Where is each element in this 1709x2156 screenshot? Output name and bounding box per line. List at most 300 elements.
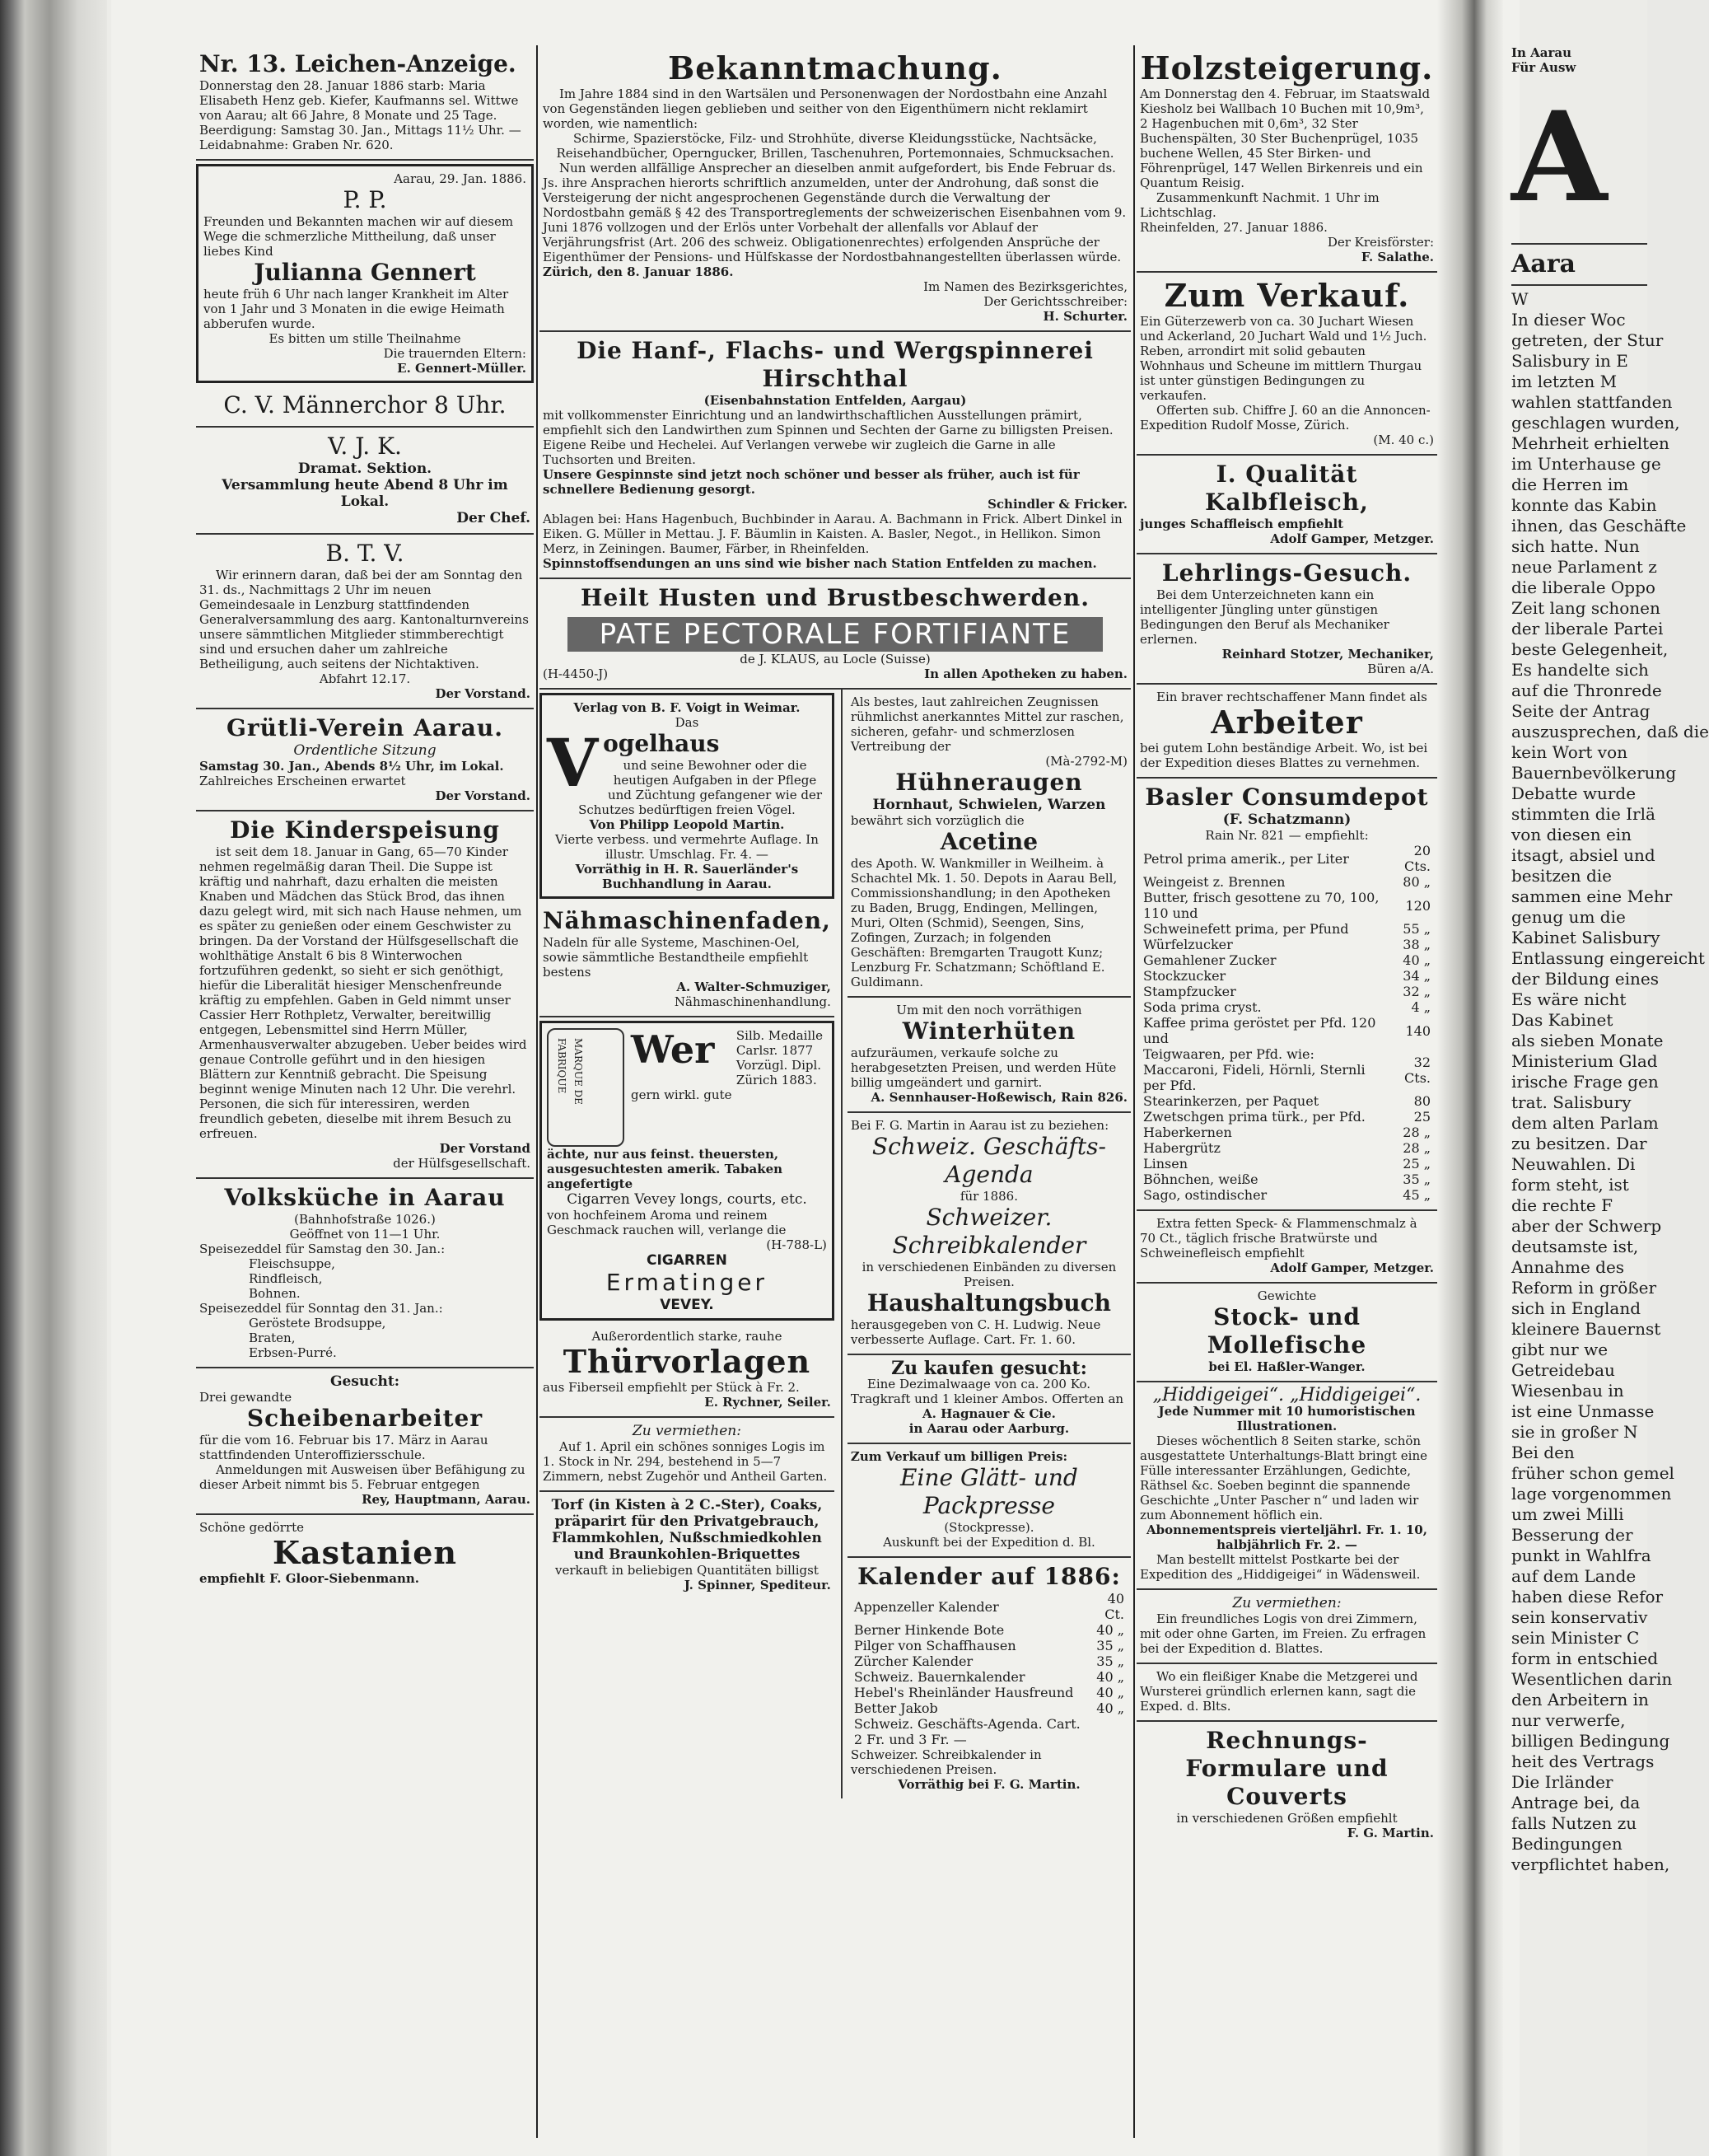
vogel-title: ogelhaus: [603, 730, 720, 757]
item-price: 140: [1405, 1022, 1431, 1039]
hanf-sign: Schindler & Fricker.: [988, 497, 1128, 512]
article-line: form steht, ist: [1511, 1175, 1629, 1195]
vjk-sign: Der Chef.: [456, 510, 530, 526]
article-line: Salisbury in E: [1511, 351, 1628, 371]
article-line: ist eine Unmasse: [1511, 1401, 1655, 1421]
ad-kinderspeisung: [196, 811, 534, 1179]
huehner-text2: des Apoth. W. Wankmiller in Weilheim. à Schachtel Mk. 1. 50. Depots in Aarau Bell, Commissionshandlung; in den Apotheken zu Baden, Brugg, Endingen, Mellingen, Muri, Olten (Schmid), Seengen, Sins, Zofingen, Zurzach; in folgenden Geschäften: Bremgarten Traugott Kunz; Lenzburg Fr. Schatzmann; Schöftland E. Guldimann.: [850, 856, 1118, 989]
col2-right: [841, 690, 1131, 1798]
kal-name: Schweiz. Geschäfts-Agenda. Cart. 2 Fr. und 3 Fr. —: [853, 1716, 1081, 1747]
pp-text: Freunden und Bekannten machen wir auf diesem Wege die schmerzliche Mittheilung, daß unser liebes Kind: [203, 214, 514, 259]
pp-date: Aarau, 29. Jan. 1886.: [394, 171, 526, 186]
kal-price: 40 „: [1096, 1622, 1124, 1638]
article-line: die rechte F: [1511, 1195, 1613, 1215]
verm-text: Auf 1. April ein schönes sonniges Logis im 1. Stock in Nr. 294, bestehend in 5—7 Zimmern, nebst Zugehör und Antheil Garten.: [543, 1439, 828, 1484]
verm3-title: Zu vermiethen:: [1232, 1595, 1342, 1611]
lehr-text: Bei dem Unterzeichneten kann ein intelligenter Jüngling unter günstigen Bedingungen den Beruf als Mechaniker erlernen.: [1140, 587, 1389, 647]
kalb-text: junges Schaffleisch empfiehlt: [1140, 517, 1344, 531]
wer-ermatinger: Ermatinger: [605, 1269, 768, 1296]
ad-metzgerei: [1137, 1664, 1437, 1722]
glatt-sub: (Stockpresse).: [944, 1520, 1034, 1535]
glatt-intro: Zum Verkauf um billigen Preis:: [850, 1449, 1068, 1464]
article-line: kein Wort von: [1511, 742, 1628, 762]
table-row: [1140, 921, 1434, 937]
article-line: stimmten die Irlä: [1511, 804, 1655, 824]
article-line: auf die Thronrede: [1511, 680, 1662, 700]
wer-vevey: VEVEY.: [660, 1297, 714, 1313]
article-line: Neuwahlen. Di: [1511, 1154, 1636, 1174]
article-line: genug um die: [1511, 907, 1626, 927]
naeh-sign1: A. Walter-Schmuziger,: [676, 980, 831, 994]
item-price: 32 „: [1403, 984, 1431, 999]
kaufen-text: Eine Dezimalwaage von ca. 200 Ko. Tragkraft und 1 kleiner Ambos. Offerten an: [850, 1377, 1124, 1406]
gesucht-head: Gesucht:: [329, 1373, 400, 1390]
vjk-text: Versammlung heute Abend 8 Uhr im Lokal.: [222, 477, 508, 510]
article-line: sich in England: [1511, 1298, 1641, 1318]
gesucht-sign: Rey, Hauptmann, Aarau.: [362, 1492, 530, 1507]
table-row: [851, 1716, 1128, 1747]
article-line: aber der Schwerp: [1511, 1216, 1662, 1236]
table-row: [851, 1622, 1128, 1638]
ad-naehmaschinenfaden: [539, 902, 834, 1017]
thuer-text: aus Fiberseil empfiehlt per Stück à Fr. 2.: [543, 1380, 800, 1395]
table-row: [851, 1591, 1128, 1622]
item-price: 80: [1413, 1093, 1431, 1109]
pate-footer: [543, 666, 1128, 681]
ad-winterhueten: [847, 998, 1131, 1113]
kal-price: 40 „: [1096, 1669, 1124, 1685]
article-line: Getreidebau: [1511, 1360, 1615, 1380]
kal-name: Schweiz. Bauernkalender: [853, 1669, 1025, 1685]
article-line: Bauernbevölkerung: [1511, 763, 1677, 783]
volk-menu2-head: Speisezeddel für Sonntag den 31. Jan.:: [199, 1301, 443, 1316]
stock-sign: bei El. Haßler-Wanger.: [1208, 1359, 1366, 1374]
item-price: 25 „: [1403, 1156, 1431, 1172]
article-line: sie in großer N: [1511, 1422, 1638, 1442]
article-line: konnte das Kabin: [1511, 495, 1657, 515]
article-line: lage vorgenommen: [1511, 1484, 1672, 1504]
ad-kalender: [847, 1558, 1131, 1798]
ad-lehrlings-gesuch: [1137, 554, 1437, 685]
stock-title: Stock- und Mollefische: [1207, 1303, 1367, 1359]
book-binding: [0, 0, 107, 2156]
haus-text: herausgegeben von C. H. Ludwig. Neue verbesserte Auflage. Cart. Fr. 1. 60.: [850, 1317, 1101, 1347]
article-line: Reform in größer: [1511, 1278, 1657, 1298]
article-line: itsagt, absiel und: [1511, 845, 1655, 865]
naeh-sign2: Nähmaschinenhandlung.: [674, 994, 831, 1009]
article-line: haben diese Refor: [1511, 1587, 1664, 1606]
ad-glattpresse: [847, 1444, 1131, 1558]
winter-title: Winterhüten: [902, 1017, 1076, 1045]
item-price: 28 „: [1403, 1125, 1431, 1140]
basler-addr: Rain Nr. 821 — empfiehlt:: [1205, 828, 1369, 843]
article-line: Besserung der: [1511, 1525, 1633, 1545]
volk-open: Geöffnet von 11—1 Uhr.: [289, 1227, 441, 1242]
article-line: besitzen die: [1511, 866, 1612, 886]
kal-price: 35 „: [1096, 1653, 1124, 1669]
lehr-sign1: Reinhard Stotzer, Mechaniker,: [1221, 647, 1434, 662]
kal-sign: Vorräthig bei F. G. Martin.: [898, 1777, 1081, 1792]
ad-kaufen: [847, 1355, 1131, 1444]
pp-text2: heute früh 6 Uhr nach langer Krankheit im Alter von 1 Jahr und 3 Monaten in die ewige Heimath abberufen wurde.: [203, 287, 509, 331]
wer-gern: gern wirkl. gute: [631, 1087, 732, 1102]
article-line: Zeit lang schonen: [1511, 598, 1660, 618]
pp-sign1: Die trauernden Eltern:: [383, 346, 526, 361]
vogel-text: und seine Bewohner oder die heutigen Aufgaben in der Pflege und Züchtung gefangener wie der Schutzes bedürftigen freien Vögel.: [578, 758, 823, 817]
gesucht-text: für die vom 16. Februar bis 17. März in Aarau stattfindenden Unteroffiziersschule.: [199, 1433, 488, 1462]
article-line: Es wäre nicht: [1511, 989, 1627, 1009]
huehner-title: Hühneraugen: [895, 769, 1083, 796]
item-name: Habergrütz: [1143, 1140, 1221, 1156]
article-line: Die Irländer: [1511, 1772, 1613, 1792]
ad-vermiethen-3: [1137, 1590, 1437, 1664]
item-price: 80 „: [1403, 874, 1431, 890]
item-name: Butter, frisch gesottene zu 70, 100, 110 und: [1143, 890, 1380, 921]
article-line: auszusprechen, daß die: [1511, 722, 1709, 741]
article-line: W: [1511, 289, 1529, 309]
thuer-title: Thürvorlagen: [563, 1343, 811, 1380]
article-line: form in entschied: [1511, 1649, 1659, 1668]
winter-text: aufzuräumen, verkaufe solche zu herabgesetzten Preisen, und werden Hüte billig umgeändert und garnirt.: [850, 1045, 1117, 1090]
pp-sign2: E. Gennert-Müller.: [397, 361, 526, 376]
pate-code: (H-4450-J): [543, 666, 609, 681]
vjk-sub: Dramat. Sektion.: [297, 461, 432, 477]
gruetli-sign: Der Vorstand.: [435, 788, 530, 803]
article-line: Wesentlichen darin: [1511, 1669, 1673, 1689]
hidd-text: Dieses wöchentlich 8 Seiten starke, schön ausgestattete Unterhaltungs-Blatt bringt eine Fülle interessanter Erzählungen, Gedichte, Räthsel &c. Soeben beginnt die spannende Geschichte „Unter Pascher n“ und laden wir zum Abonnement höflich ein.: [1140, 1433, 1427, 1522]
bek-sign3: H. Schurter.: [1043, 309, 1128, 324]
arb-text2: bei gutem Lohn beständige Arbeit. Wo, ist bei der Expedition dieses Blattes zu vernehmen.: [1140, 741, 1428, 770]
hidd-price: Abonnementspreis vierteljährl. Fr. 1. 10, halbjährlich Fr. 2. —: [1146, 1522, 1427, 1552]
ad-leichen-anzeige: [196, 45, 534, 161]
item-name: Haberkernen: [1143, 1125, 1232, 1140]
table-row: [1140, 1140, 1434, 1156]
kast-sub: Schöne gedörrte: [199, 1520, 305, 1535]
huehner-text: bewährt sich vorzüglich die: [850, 813, 1025, 828]
verkauf-text: Ein Güterzewerb von ca. 30 Juchart Wiesen und Ackerland, 20 Juchart Wald und 1½ Juch. Reben, arrondirt mit solid gebauten Wohnhaus und Scheune im mittlern Thurgau ist unter günstigen Bedingungen zu verkaufen.: [1140, 314, 1427, 403]
table-row: [1140, 843, 1434, 874]
kast-sign: empfiehlt F. Gloor-Siebenmann.: [199, 1571, 419, 1586]
next-top2: Für Ausw: [1511, 60, 1576, 75]
ad-vjk: [196, 428, 534, 535]
kalb-title: I. Qualität Kalbfleisch,: [1205, 461, 1369, 516]
item-name: Böhnchen, weiße: [1143, 1172, 1258, 1187]
table-row: [1140, 1156, 1434, 1172]
verm-title: Zu vermiethen:: [632, 1423, 741, 1439]
ad-stockfische: [1137, 1284, 1437, 1382]
agenda-year: für 1886.: [960, 1189, 1018, 1204]
verkauf-code: (M. 40 c.): [1373, 433, 1434, 447]
kaufen-sign1: A. Hagnauer & Cie.: [922, 1406, 1056, 1421]
bek-title: Bekanntmachung.: [668, 49, 1002, 87]
next-headline: Aara: [1511, 250, 1576, 278]
ad-vermiethen-2: [539, 1418, 834, 1492]
huehner-acetine: Acetine: [940, 828, 1039, 855]
col2-split: [539, 690, 1131, 1798]
article-line: billigen Bedingung: [1511, 1731, 1670, 1751]
item-price: 120: [1405, 897, 1431, 914]
item-name: Linsen: [1143, 1156, 1188, 1172]
ad-scheibenarbeiter: [196, 1368, 534, 1515]
vjk-title: V. J. K.: [328, 433, 402, 460]
ad-pate-pectorale: [539, 579, 1131, 690]
item-name: Würfelzucker: [1143, 937, 1233, 952]
vogel-avail: Vorräthig in H. R. Sauerländer's Buchhandlung in Aarau.: [575, 862, 799, 891]
table-row: [1140, 1046, 1434, 1093]
kinder-title: Die Kinderspeisung: [230, 816, 500, 844]
vogel-das: Das: [675, 715, 699, 730]
item-name: Petrol prima amerik., per Liter: [1143, 850, 1349, 867]
holz-text2: Zusammenkunft Nachmit. 1 Uhr im Lichtschlag.: [1140, 190, 1380, 220]
ad-bekanntmachung: [539, 45, 1131, 332]
verm3-text: Ein freundliches Logis von drei Zimmern, mit oder ohne Garten, im Freien. Zu erfragen bei der Expedition d. Blattes.: [1140, 1611, 1427, 1656]
wer-cigarren: CIGARREN: [646, 1252, 727, 1269]
table-row: [851, 1685, 1128, 1700]
arb-text: Ein braver rechtschaffener Mann findet als: [1156, 690, 1427, 704]
article-line: punkt in Wahlfra: [1511, 1546, 1651, 1565]
gesucht-sub: Drei gewandte: [199, 1390, 292, 1405]
hidd-title: „Hiddigeigei“. „Hiddigeigei“.: [1152, 1385, 1422, 1405]
vogel-author: Von Philipp Leopold Martin.: [589, 817, 785, 832]
menu-item: Braten,: [249, 1331, 296, 1345]
item-price: 38 „: [1403, 937, 1431, 952]
winter-intro: Um mit den noch vorräthigen: [896, 1003, 1082, 1017]
table-row: [1140, 999, 1434, 1015]
kal-name: Pilger von Schaffhausen: [853, 1638, 1016, 1653]
kal-name: Berner Hinkende Bote: [853, 1622, 1005, 1638]
pate-avail: In allen Apotheken zu haben.: [924, 666, 1128, 681]
article-line: früher schon gemel: [1511, 1463, 1674, 1483]
table-row: [1140, 1109, 1434, 1125]
table-row: [1140, 937, 1434, 952]
table-row: [1140, 952, 1434, 968]
item-name: Sago, ostindischer: [1143, 1187, 1268, 1203]
hanf-ablagen: Ablagen bei: Hans Hagenbuch, Buchbinder in Aarau. A. Bachmann in Frick. Albert Dinkel in Eiken. G. Müller in Mettau. J. F. Bäumlin in Kaisten. A. Basler, Negot., in Hellikon. Simon Merz, in Zeiningen. Baumer, Färber, in Rheinfelden.: [543, 512, 1123, 556]
article-line: geschlagen wurden,: [1511, 413, 1680, 433]
ad-hanfspinnerei: [539, 332, 1131, 579]
stamp-text: MARQUE DE FABRIQUE: [556, 1038, 584, 1105]
gruetli-sub: Ordentliche Sitzung: [293, 742, 437, 759]
article-line: sich hatte. Nun: [1511, 536, 1640, 556]
ad-pp-notice: [196, 164, 534, 383]
ad-cv: [196, 386, 534, 428]
ad-hiddigeigei: [1137, 1382, 1437, 1590]
wer-text: ächte, nur aus feinst. theuersten, ausgesuchtesten amerik. Tabaken angefertigte: [547, 1147, 783, 1191]
ad-vogelhaus: [539, 693, 834, 899]
kal-price: [1090, 1716, 1128, 1747]
article-line: Entlassung eingereicht: [1511, 948, 1705, 968]
gruetli-text2: Zahlreiches Erscheinen erwartet: [199, 774, 406, 788]
naeh-text: Nadeln für alle Systeme, Maschinen-Oel, sowie sämmtliche Bestandtheile empfiehlt bestens: [543, 935, 809, 980]
bek-sign2: Der Gerichtsschreiber:: [983, 294, 1128, 309]
ad-btv: [196, 535, 534, 709]
article-line: Das Kabinet: [1511, 1010, 1613, 1030]
article-line: heit des Vertrags: [1511, 1751, 1655, 1771]
gruetli-title: Grütli-Verein Aarau.: [226, 714, 503, 741]
agenda-intro: Bei F. G. Martin in Aarau ist zu beziehen:: [850, 1118, 1109, 1133]
wer-cig: Cigarren Vevey longs, courts, etc.: [567, 1191, 807, 1208]
item-price: 20 Cts.: [1404, 843, 1431, 874]
hanf-text2: Unsere Gespinnste sind jetzt noch schöner und besser als früher, auch ist für schnellere Bedienung gesorgt.: [543, 467, 1080, 497]
kinder-sign1: Der Vorstand: [439, 1141, 530, 1156]
item-name: Gemahlener Zucker: [1143, 952, 1277, 968]
table-row: [1140, 968, 1434, 984]
torf-sign: J. Spinner, Spediteur.: [684, 1578, 831, 1592]
menu-item: Fleischsuppe,: [249, 1256, 335, 1271]
article-line: gibt nur we: [1511, 1340, 1609, 1359]
btv-sign: Der Vorstand.: [435, 686, 530, 701]
bek-text1: Im Jahre 1884 sind in den Wartsälen und Personenwagen der Nordostbahn eine Anzahl von Gegenständen liegen geblieben und seither von den Eigenthümern nicht reklamirt worden, wie namentlich:: [543, 87, 1108, 131]
ad-speck: [1137, 1211, 1437, 1284]
item-price: 55 „: [1403, 921, 1431, 937]
verkauf-title: Zum Verkauf.: [1164, 277, 1410, 314]
article-line: dem alten Parlam: [1511, 1113, 1659, 1133]
kal-price: 40 Ct.: [1104, 1591, 1124, 1622]
gesucht-title: Scheibenarbeiter: [246, 1405, 483, 1432]
arb-title: Arbeiter: [1211, 704, 1363, 741]
article-line: im Unterhause ge: [1511, 454, 1661, 474]
table-row: [1140, 874, 1434, 890]
holz-sign2: F. Salathe.: [1361, 250, 1434, 264]
pp-name: Julianna Gennert: [254, 259, 476, 286]
gesucht-text2: Anmeldungen mit Ausweisen über Befähigung zu dieser Arbeit nimmt bis 5. Februar entgegen: [199, 1462, 525, 1492]
glatt-text: Auskunft bei der Expedition d. Bl.: [883, 1535, 1095, 1550]
next-article-body: [1511, 289, 1709, 1875]
pp-text3: Es bitten um stille Theilnahme: [268, 331, 461, 346]
bek-text2: Nun werden allfällige Ansprecher an dieselben anmit aufgefordert, bis Ende Februar ds. Js. ihre Ansprachen hierorts schriftlich anzumelden, unter der Androhung, daß sonst die Versteigerung der nicht angesprochenen Gegenstände durch die Verwaltung der Nordostbahn gemäß § 42 des Transportreglements der schweizerischen Eisenbahnen vom 9. Juni 1876 vollzogen und der Erlös unter Vorbehalt der allenfalls vor Ablauf der Verjährungsfrist (Art. 206 des schweiz. Obligationenrechtes) erfolgenden Ansprüche der Eigenthümer der Pensions- und Hülfskasse der Nordostbahnangestellten überlassen würde.: [543, 161, 1127, 264]
leichen-title: Nr. 13. Leichen-Anzeige.: [199, 50, 516, 77]
agenda-title: Schweiz. Geschäfts-Agenda: [871, 1133, 1106, 1188]
btv-abfahrt: Abfahrt 12.17.: [319, 671, 411, 686]
volk-menu1: [199, 1256, 530, 1301]
ad-torf: [539, 1492, 834, 1599]
table-row: [851, 1700, 1128, 1716]
kal-name: Appenzeller Kalender: [853, 1598, 999, 1615]
item-name: Kaffee prima geröstet per Pfd. 120 und: [1143, 1015, 1376, 1046]
article-line: Bedingungen: [1511, 1834, 1623, 1854]
bek-date: Zürich, den 8. Januar 1886.: [543, 264, 734, 279]
volk-title: Volksküche in Aarau: [224, 1184, 506, 1211]
btv-title: B. T. V.: [325, 540, 404, 567]
kinder-text: ist seit dem 18. Januar in Gang, 65—70 Kinder nehmen regelmäßig daran Theil. Die Suppe ist kräftig und nahrhaft, dazu erhalten die meisten Knaben und Mädchen das Stück Brod, das ihnen dazu gelegt wird, mit sich nach Hause nehmen, um es später zu genießen oder einem Geschwister zu bringen. Da der Vorstand der Hülfsgesellschaft die wohlthätige Anstalt 6 bis 8 Winterwochen fortzuführen gedenkt, so sieht er sich genöthigt, hiefür die Liberalität hiesiger Menschenfreunde kräftig zu empfehlen. Gaben in Geld nimmt unser Cassier Herr Rothpletz, Verwalter, bereitwillig entgegen, Lebensmittel sind Herrn Müller, Armenhausverwalter abzugeben. Ueber beides wird genaue Controlle geführt und in den hiesigen Blättern zur Kenntniß gebracht. Die Speisung beginnt wenige Minuten nach 12 Uhr. Die verehrl. Personen, die sich für interessiren, werden freundlich gebeten, dieselbe mit ihrem Besuch zu erfreuen.: [199, 844, 527, 1141]
ad-kastanien: [196, 1515, 534, 1592]
torf-text2: verkauft in beliebigen Quantitäten billigst: [555, 1563, 819, 1578]
item-price: 32 Cts.: [1404, 1054, 1431, 1086]
lehr-title: Lehrlings-Gesuch.: [1161, 559, 1412, 587]
article-line: Debatte wurde: [1511, 783, 1637, 803]
thuer-intro: Außerordentlich starke, rauhe: [591, 1329, 782, 1344]
kast-title: Kastanien: [272, 1534, 458, 1571]
item-name: Stockzucker: [1143, 968, 1226, 984]
ad-rechnungs-formulare: [1137, 1722, 1437, 1847]
kal-name: Zürcher Kalender: [853, 1653, 974, 1669]
pp-title: P. P.: [343, 186, 387, 213]
article-line: auf dem Lande: [1511, 1566, 1637, 1586]
schreib-text: in verschiedenen Einbänden zu diversen Preisen.: [862, 1260, 1117, 1289]
table-row: [1140, 1015, 1434, 1046]
item-price: 45 „: [1403, 1187, 1431, 1203]
trademark-stamp: [547, 1028, 624, 1147]
heilt-title: Heilt Husten und Brustbeschwerden.: [581, 584, 1090, 611]
kal-price: 40 „: [1096, 1685, 1124, 1700]
lehr-sign2: Büren a/A.: [1367, 662, 1434, 676]
ad-agenda: [847, 1113, 1131, 1355]
item-price: 34 „: [1403, 968, 1431, 984]
table-row: [1140, 1125, 1434, 1140]
kal-price: 40 „: [1096, 1700, 1124, 1716]
table-row: [1140, 1093, 1434, 1109]
article-line: Annahme des: [1511, 1257, 1625, 1277]
page-gutter: [1437, 0, 1503, 2156]
ad-gruetli: [196, 709, 534, 811]
wer-medal: Silb. Medaille Carlsr. 1877 Vorzügl. Dipl. Zürich 1883.: [735, 1028, 823, 1087]
kal-price: 35 „: [1096, 1638, 1124, 1653]
article-line: die Herren im: [1511, 475, 1629, 494]
hanf-sub: (Eisenbahnstation Entfelden, Aargau): [703, 393, 967, 408]
item-price: 40 „: [1403, 952, 1431, 968]
basler-price-table: [1140, 843, 1434, 1203]
item-name: Zwetschgen prima türk., per Pfd.: [1143, 1109, 1366, 1125]
holz-date: Rheinfelden, 27. Januar 1886.: [1140, 220, 1328, 235]
masthead-initial: A: [1511, 85, 1608, 230]
item-name: Stampfzucker: [1143, 984, 1236, 999]
next-page-fragment: [1511, 45, 1709, 2138]
winter-sign: A. Sennhauser-Hoßewisch, Rain 826.: [871, 1090, 1128, 1105]
menu-item: Rindfleisch,: [249, 1271, 323, 1286]
article-line: deutsamste ist,: [1511, 1237, 1639, 1256]
item-name: Teigwaaren, per Pfd. wie: Maccaroni, Fideli, Hörnli, Sternli per Pfd.: [1143, 1046, 1366, 1093]
article-line: den Arbeitern in: [1511, 1690, 1649, 1709]
item-price: 25: [1413, 1109, 1431, 1125]
cv-text: C. V. Männerchor 8 Uhr.: [223, 391, 507, 419]
menu-item: Bohnen.: [249, 1286, 301, 1301]
article-line: getreten, der Stur: [1511, 330, 1664, 350]
naeh-title: Nähmaschinenfaden,: [543, 907, 831, 934]
speck-sign: Adolf Gamper, Metzger.: [1270, 1260, 1434, 1275]
article-line: sammen eine Mehr: [1511, 886, 1673, 906]
column-2: [539, 45, 1131, 2138]
article-line: die liberale Oppo: [1511, 578, 1655, 597]
ad-huehneraugen: [847, 690, 1131, 998]
ad-kalbfleisch: [1137, 456, 1437, 554]
haus-title: Haushaltungsbuch: [866, 1289, 1112, 1317]
table-row: [851, 1653, 1128, 1669]
speck-text: Extra fetten Speck- & Flammenschmalz à 70 Ct., täglich frische Bratwürste und Schweinefleisch empfiehlt: [1140, 1216, 1417, 1260]
article-line: sein konservativ: [1511, 1607, 1648, 1627]
hanf-footer: Spinnstoffsendungen an uns sind wie bisher nach Station Entfelden zu machen.: [543, 556, 1097, 571]
table-row: [851, 1638, 1128, 1653]
ad-basler-consumdepot: [1137, 779, 1437, 1211]
holz-text: Am Donnerstag den 4. Februar, im Staatswald Kiesholz bei Wallbach 10 Buchen mit 10,9m³, 2 Hagenbuchen mit 0,6m³, 32 Ster Buchenspälten, 30 Ster Buchenprügel, 1035 buchene Wellen, 45 Ster Birken- und Föhrenprügel, 147 Wellen Birkenreis und ein Quantum Reisig.: [1140, 87, 1431, 190]
article-line: falls Nutzen zu: [1511, 1813, 1637, 1833]
hidd-text2: Man bestellt mittelst Postkarte bei der Expedition des „Hiddigeigei“ in Wädensweil.: [1140, 1552, 1421, 1582]
table-row: [851, 1669, 1128, 1685]
kaufen-sign2: in Aarau oder Aarburg.: [908, 1421, 1070, 1436]
table-row: [1140, 1172, 1434, 1187]
ad-zum-verkauf: [1137, 273, 1437, 456]
article-line: trat. Salisbury: [1511, 1092, 1632, 1112]
headline-rule: [1511, 284, 1647, 286]
gruetli-text: Samstag 30. Jan., Abends 8½ Uhr, im Lokal.: [199, 759, 504, 774]
article-line: im letzten M: [1511, 372, 1618, 391]
next-top1: In Aarau: [1511, 45, 1572, 60]
leichen-text: Donnerstag den 28. Januar 1886 starb: Maria Elisabeth Henz geb. Kiefer, Kaufmanns sel. Wittwe von Aarau; alt 66 Jahre, 8 Monate und 25 Tage. Beerdigung: Samstag 30. Jan., Mittags 11½ Uhr. — Leidabnahme: Graben Nr. 620.: [199, 78, 521, 152]
rech-title: Rechnungs-Formulare und Couverts: [1185, 1727, 1389, 1810]
hanf-title: Die Hanf-, Flachs- und Wergspinnerei Hirschthal: [577, 337, 1094, 392]
volk-addr: (Bahnhofstraße 1026.): [294, 1212, 436, 1227]
kaufen-title: Zu kaufen gesucht:: [891, 1358, 1087, 1379]
article-line: Bei den: [1511, 1443, 1575, 1462]
